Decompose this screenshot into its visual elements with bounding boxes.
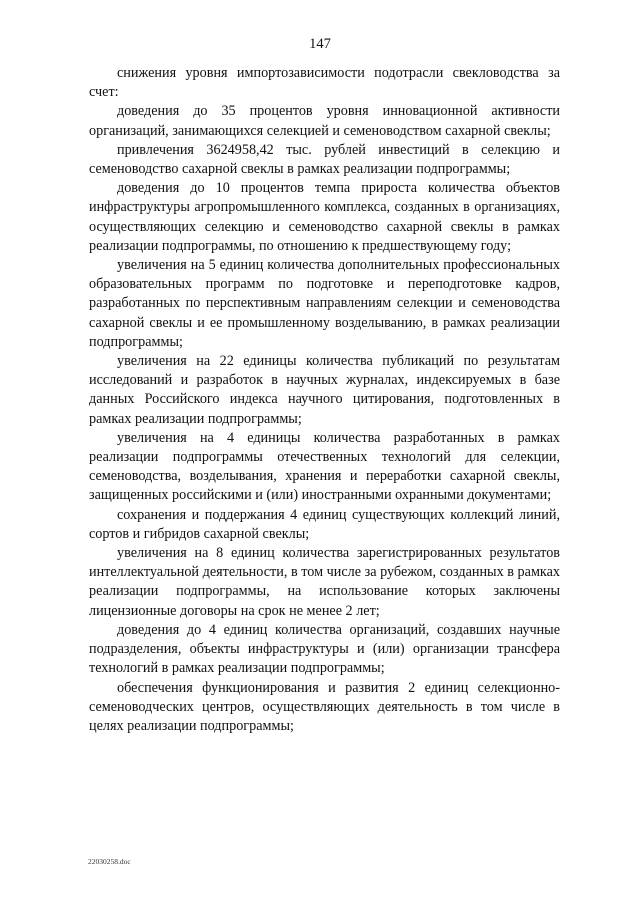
paragraph-collections: сохранения и поддержания 4 единиц существующих коллекций линий, сортов и гибридов сахарной свеклы; (89, 506, 560, 542)
page-number: 147 (309, 36, 331, 52)
paragraph-organizations: доведения до 4 единиц количества организаций, создавших научные подразделения, объекты инфраструктуры и (или) организации трансфера технологий в рамках реализации подпрограммы; (89, 621, 560, 677)
paragraph-intro: снижения уровня импортозависимости подотрасли свекловодства за счет: (89, 65, 560, 101)
paragraph-breeding-centers: обеспечения функционирования и развития 2 единиц селекционно-семеноводческих центров, осуществляющих деятельность в том числе в целях реализации подпрограммы; (89, 679, 560, 734)
paragraph-technologies: увеличения на 4 единицы количества разработанных в рамках реализации подпрограммы отечественных технологий для селекции, семеноводства, возделывания, хранения и переработки сахарной свеклы, защищенных российскими и (или) иностранными охранными документами; (89, 429, 560, 504)
file-name-label: 22030258.doc (88, 857, 131, 866)
document-body (89, 64, 560, 736)
paragraph-intellectual-property: увеличения на 8 единиц количества зарегистрированных результатов интеллектуальной деятельности, в том числе за рубежом, созданных в рамках реализации подпрограммы, на использование которых заключены лицензионные договоры на срок не менее 2 лет; (89, 545, 560, 619)
paragraph-innovation-activity: доведения до 35 процентов уровня инновационной активности организаций, занимающихся селекцией и семеноводством сахарной свеклы; (89, 103, 560, 139)
paragraph-investments: привлечения 3624958,42 тыс. рублей инвестиций в селекцию и семеноводство сахарной свеклы в рамках реализации подпрограммы; (89, 141, 560, 178)
paragraph-infrastructure-growth: доведения до 10 процентов темпа прироста количества объектов инфраструктуры агропромышленного комплекса, созданных в организациях, осуществляющих селекцию и семеноводство сахарной свеклы в рамках реализации подпрограммы, по отношению к предшествующему году; (89, 180, 560, 254)
paragraph-education-programs: увеличения на 5 единиц количества дополнительных профессиональных образовательных программ по подготовке и переподготовке кадров, разработанных по перспективным направлениям селекции и семеноводства сахарной свеклы и ее промышленному возделыванию, в рамках реализации подпрограммы; (89, 257, 560, 350)
paragraph-publications: увеличения на 22 единицы количества публикаций по результатам исследований и разработок в научных журналах, индексируемых в базе данных Российского индекса научного цитирования, подготовленных в рамках реализации подпрограммы; (89, 353, 560, 427)
